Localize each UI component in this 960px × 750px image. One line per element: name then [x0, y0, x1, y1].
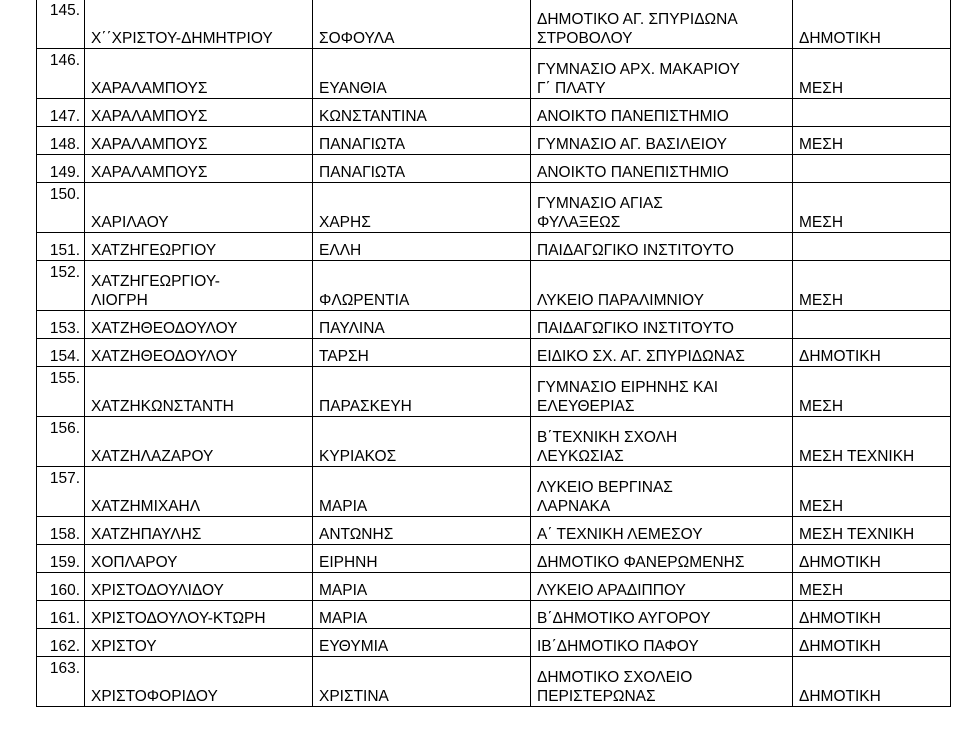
row-number: 159. [37, 545, 85, 573]
level-cell: ΔΗΜΟΤΙΚΗ [793, 0, 951, 49]
surname-cell: Χ΄΄ΧΡΙΣΤΟΥ-ΔΗΜΗΤΡΙΟΥ [85, 0, 313, 49]
level-cell: ΜΕΣΗ [793, 467, 951, 517]
table-row [37, 233, 951, 261]
surname-cell: ΧΑΤΖΗΘΕΟΔΟΥΛΟΥ [85, 339, 313, 367]
table-row [37, 417, 951, 467]
level-cell: ΜΕΣΗ ΤΕΧΝΙΚΗ [793, 417, 951, 467]
first-name-cell: ΚΩΝΣΤΑΝΤΙΝΑ [313, 99, 531, 127]
first-name-cell: ΦΛΩΡΕΝΤΙΑ [313, 261, 531, 311]
school-cell: ΛΥΚΕΙΟ ΠΑΡΑΛΙΜΝΙΟΥ [531, 261, 793, 311]
level-cell: ΔΗΜΟΤΙΚΗ [793, 601, 951, 629]
staff-table [36, 0, 951, 707]
row-number: 161. [37, 601, 85, 629]
first-name-cell: ΧΡΙΣΤΙΝΑ [313, 657, 531, 707]
table-body [37, 0, 951, 707]
first-name-cell: ΠΑΡΑΣΚΕΥΗ [313, 367, 531, 417]
level-cell [793, 99, 951, 127]
table-row [37, 629, 951, 657]
row-number: 151. [37, 233, 85, 261]
school-cell: ΓΥΜΝΑΣΙΟ ΑΓΙΑΣ ΦΥΛΑΞΕΩΣ [531, 183, 793, 233]
first-name-cell: ΠΑΥΛΙΝΑ [313, 311, 531, 339]
surname-cell: ΧΑΤΖΗΚΩΝΣΤΑΝΤΗ [85, 367, 313, 417]
surname-cell: ΧΑΤΖΗΘΕΟΔΟΥΛΟΥ [85, 311, 313, 339]
table-row [37, 467, 951, 517]
school-cell: ΓΥΜΝΑΣΙΟ ΑΡΧ. ΜΑΚΑΡΙΟΥ Γ΄ ΠΛΑΤΥ [531, 49, 793, 99]
table-row [37, 601, 951, 629]
first-name-cell: ΜΑΡΙΑ [313, 601, 531, 629]
level-cell: ΜΕΣΗ [793, 49, 951, 99]
school-cell: Α΄ ΤΕΧΝΙΚΗ ΛΕΜΕΣΟΥ [531, 517, 793, 545]
school-cell: ΛΥΚΕΙΟ ΑΡΑΔΙΠΠΟΥ [531, 573, 793, 601]
level-cell: ΔΗΜΟΤΙΚΗ [793, 657, 951, 707]
school-cell: ΓΥΜΝΑΣΙΟ ΕΙΡΗΝΗΣ ΚΑΙ ΕΛΕΥΘΕΡΙΑΣ [531, 367, 793, 417]
school-cell: ΑΝΟΙΚΤΟ ΠΑΝΕΠΙΣΤΗΜΙΟ [531, 155, 793, 183]
surname-cell: ΧΟΠΛΑΡΟΥ [85, 545, 313, 573]
first-name-cell: ΑΝΤΩΝΗΣ [313, 517, 531, 545]
surname-cell: ΧΑΡΑΛΑΜΠΟΥΣ [85, 127, 313, 155]
first-name-cell: ΠΑΝΑΓΙΩΤΑ [313, 127, 531, 155]
school-cell: Β΄ΤΕΧΝΙΚΗ ΣΧΟΛΗ ΛΕΥΚΩΣΙΑΣ [531, 417, 793, 467]
surname-cell: ΧΡΙΣΤΟΔΟΥΛΙΔΟΥ [85, 573, 313, 601]
level-cell: ΜΕΣΗ ΤΕΧΝΙΚΗ [793, 517, 951, 545]
level-cell [793, 311, 951, 339]
first-name-cell: ΕΛΛΗ [313, 233, 531, 261]
table-row [37, 311, 951, 339]
surname-cell: ΧΑΤΖΗΓΕΩΡΓΙΟΥ [85, 233, 313, 261]
school-cell: ΔΗΜΟΤΙΚΟ ΣΧΟΛΕΙΟ ΠΕΡΙΣΤΕΡΩΝΑΣ [531, 657, 793, 707]
row-number: 157. [37, 467, 85, 517]
level-cell [793, 233, 951, 261]
surname-cell: ΧΡΙΣΤΟΥ [85, 629, 313, 657]
table-row [37, 261, 951, 311]
first-name-cell: ΜΑΡΙΑ [313, 467, 531, 517]
row-number: 160. [37, 573, 85, 601]
school-cell: ΠΑΙΔΑΓΩΓΙΚΟ ΙΝΣΤΙΤΟΥΤΟ [531, 233, 793, 261]
first-name-cell: ΚΥΡΙΑΚΟΣ [313, 417, 531, 467]
row-number: 153. [37, 311, 85, 339]
school-cell: ΕΙΔΙΚΟ ΣΧ. ΑΓ. ΣΠΥΡΙΔΩΝΑΣ [531, 339, 793, 367]
level-cell: ΜΕΣΗ [793, 183, 951, 233]
first-name-cell: ΕΙΡΗΝΗ [313, 545, 531, 573]
school-cell: Β΄ΔΗΜΟΤΙΚΟ ΑΥΓΟΡΟΥ [531, 601, 793, 629]
surname-cell: ΧΑΤΖΗΛΑΖΑΡΟΥ [85, 417, 313, 467]
surname-cell: ΧΑΡΑΛΑΜΠΟΥΣ [85, 49, 313, 99]
school-cell: ΓΥΜΝΑΣΙΟ ΑΓ. ΒΑΣΙΛΕΙΟΥ [531, 127, 793, 155]
school-cell: ΔΗΜΟΤΙΚΟ ΑΓ. ΣΠΥΡΙΔΩΝΑ ΣΤΡΟΒΟΛΟΥ [531, 0, 793, 49]
level-cell: ΜΕΣΗ [793, 573, 951, 601]
table-row [37, 155, 951, 183]
level-cell: ΜΕΣΗ [793, 367, 951, 417]
level-cell: ΜΕΣΗ [793, 261, 951, 311]
row-number: 149. [37, 155, 85, 183]
level-cell: ΔΗΜΟΤΙΚΗ [793, 629, 951, 657]
first-name-cell: ΧΑΡΗΣ [313, 183, 531, 233]
table-row [37, 573, 951, 601]
row-number: 155. [37, 367, 85, 417]
table-row [37, 99, 951, 127]
row-number: 147. [37, 99, 85, 127]
first-name-cell: ΠΑΝΑΓΙΩΤΑ [313, 155, 531, 183]
table-row [37, 517, 951, 545]
table-row [37, 49, 951, 99]
table-row [37, 183, 951, 233]
first-name-cell: ΤΑΡΣΗ [313, 339, 531, 367]
level-cell: ΔΗΜΟΤΙΚΗ [793, 339, 951, 367]
surname-cell: ΧΑΤΖΗΓΕΩΡΓΙΟΥ- ΛΙΟΓΡΗ [85, 261, 313, 311]
level-cell [793, 155, 951, 183]
surname-cell: ΧΑΡΑΛΑΜΠΟΥΣ [85, 155, 313, 183]
row-number: 158. [37, 517, 85, 545]
row-number: 152. [37, 261, 85, 311]
row-number: 154. [37, 339, 85, 367]
row-number: 148. [37, 127, 85, 155]
row-number: 156. [37, 417, 85, 467]
table-row [37, 657, 951, 707]
surname-cell: ΧΡΙΣΤΟΦΟΡΙΔΟΥ [85, 657, 313, 707]
surname-cell: ΧΑΡΑΛΑΜΠΟΥΣ [85, 99, 313, 127]
school-cell: ΠΑΙΔΑΓΩΓΙΚΟ ΙΝΣΤΙΤΟΥΤΟ [531, 311, 793, 339]
school-cell: ΙΒ΄ΔΗΜΟΤΙΚΟ ΠΑΦΟΥ [531, 629, 793, 657]
table-row [37, 0, 951, 49]
school-cell: ΑΝΟΙΚΤΟ ΠΑΝΕΠΙΣΤΗΜΙΟ [531, 99, 793, 127]
table-row [37, 545, 951, 573]
table-row [37, 127, 951, 155]
first-name-cell: ΣΟΦΟΥΛΑ [313, 0, 531, 49]
level-cell: ΜΕΣΗ [793, 127, 951, 155]
surname-cell: ΧΑΤΖΗΜΙΧΑΗΛ [85, 467, 313, 517]
school-cell: ΔΗΜΟΤΙΚΟ ΦΑΝΕΡΩΜΕΝΗΣ [531, 545, 793, 573]
table-row [37, 339, 951, 367]
first-name-cell: ΜΑΡΙΑ [313, 573, 531, 601]
surname-cell: ΧΑΡΙΛΑΟΥ [85, 183, 313, 233]
school-cell: ΛΥΚΕΙΟ ΒΕΡΓΙΝΑΣ ΛΑΡΝΑΚΑ [531, 467, 793, 517]
level-cell: ΔΗΜΟΤΙΚΗ [793, 545, 951, 573]
row-number: 150. [37, 183, 85, 233]
row-number: 162. [37, 629, 85, 657]
surname-cell: ΧΡΙΣΤΟΔΟΥΛΟΥ-ΚΤΩΡΗ [85, 601, 313, 629]
first-name-cell: ΕΥΑΝΘΙΑ [313, 49, 531, 99]
first-name-cell: ΕΥΘΥΜΙΑ [313, 629, 531, 657]
row-number: 146. [37, 49, 85, 99]
surname-cell: ΧΑΤΖΗΠΑΥΛΗΣ [85, 517, 313, 545]
row-number: 145. [37, 0, 85, 49]
table-row [37, 367, 951, 417]
row-number: 163. [37, 657, 85, 707]
